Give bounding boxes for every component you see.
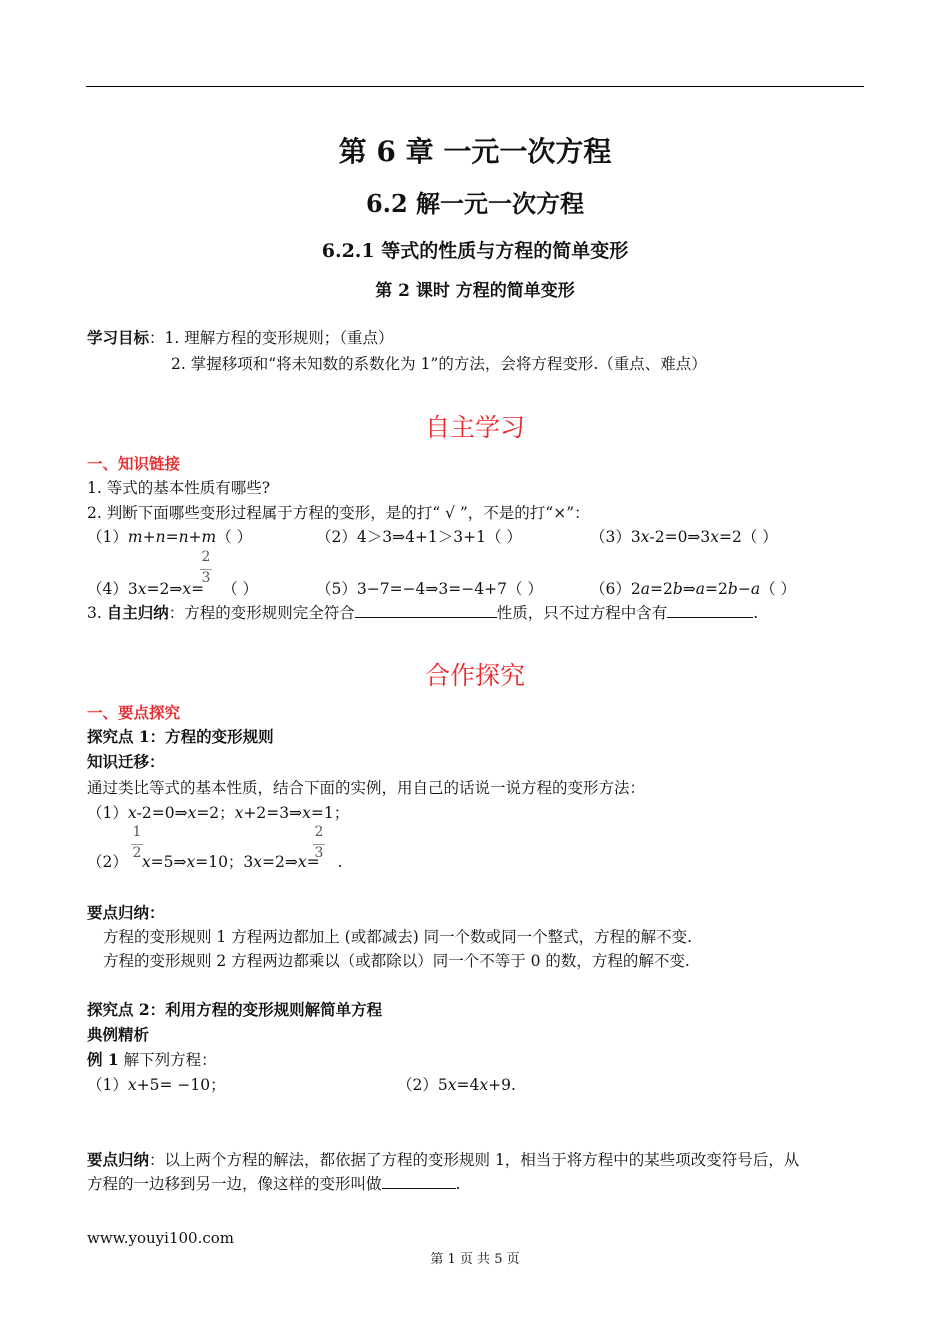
self-summary-label: 自主归纳 [106,603,169,622]
key-points-heading: 一、要点探究 [87,703,181,722]
judge-item-6: （6）2a=2b⇒a=2b−a（ ） [590,580,797,598]
subsection-title: 6.2.1 等式的性质与方程的简单变形 [321,240,629,262]
chapter-title: 第 6 章 一元一次方程 [338,135,612,168]
objectives-line-1: 学习目标：1. 理解方程的变形规则；（重点） [87,328,394,347]
judge-item-4: （4）3x=2⇒x= （ ） [87,580,259,598]
example-analysis-heading: 典例精析 [87,1025,150,1044]
question-2: 2. 判断下面哪些变形过程属于方程的变形，是的打“ √ ”，不是的打“×”： [87,504,590,522]
coop-title: 合作探究 [424,661,525,690]
fill-blank[interactable] [382,1172,456,1189]
objective-2: 2. 掌握移项和“将未知数的系数化为 1”的方法，会将方程变形.（重点、难点） [171,355,707,373]
question-1: 1. 等式的基本性质有哪些? [87,479,271,497]
fraction-denominator: 3 [201,570,211,586]
judge-item-3: （3）3x-2=0⇒3x=2（ ） [590,528,778,546]
fraction-numerator: 2 [201,549,211,565]
equation-2: （2）5x=4x+9. [397,1076,516,1094]
judge-item-1: （1）m+n=n+m（ ） [87,528,253,546]
objectives-label: 学习目标 [87,328,150,347]
objective-1: 1. 理解方程的变形规则；（重点） [164,329,394,347]
summary-2-line-1: 要点归纳：以上两个方程的解法，都依据了方程的变形规则 1，相当于将方程中的某些项改变符号后，从 [87,1150,800,1169]
fraction-denominator: 3 [314,845,324,861]
example-1: （1）x-2=0⇒x=2；x+2=3⇒x=1； [87,804,350,822]
point-1-heading: 探究点 1：方程的变形规则 [87,727,274,746]
section-title: 6.2 解一元一次方程 [365,189,585,218]
fill-blank[interactable] [355,601,497,618]
question-3: 3. 自主归纳：方程的变形规则完全符合 性质，只不过方程中含有 . [87,603,759,622]
self-study-title: 自主学习 [424,413,525,442]
example-1-prompt: 例 1 解下列方程： [87,1050,217,1069]
rule-1: 方程的变形规则 1 方程两边都加上 (或都减去) 同一个数或同一个整式，方程的解不变. [103,928,693,946]
summary-2-line-2: 方程的一边移到另一边，像这样的变形叫做 . [87,1172,460,1194]
fraction-numerator: 1 [132,824,142,840]
fill-blank[interactable] [667,601,753,618]
footer-url: www.youyi100.com [87,1229,234,1247]
judge-item-5: （5）3−7=−4⇒3=−4+7（ ） [316,580,543,598]
judge-item-2: （2）4＞3⇒4+1＞3+1（ ） [316,528,522,546]
page-number: 第 1 页 共 5 页 [430,1252,520,1267]
summary-heading: 要点归纳： [87,903,165,922]
example-2: （2） x=5⇒x=10；3x=2⇒x= . [87,853,343,871]
header-rule [86,86,864,87]
lesson-title: 第 2 课时 方程的简单变形 [375,281,575,301]
rule-2: 方程的变形规则 2 方程两边都乘以（或都除以）同一个不等于 0 的数，方程的解不变. [103,952,690,970]
knowledge-link-heading: 一、知识链接 [87,454,181,473]
fraction-numerator: 2 [314,824,324,840]
transfer-heading: 知识迁移： [87,752,165,771]
point-2-heading: 探究点 2：利用方程的变形规则解简单方程 [87,1000,383,1019]
equation-1: （1）x+5= −10； [87,1076,226,1094]
fraction-denominator: 2 [132,845,142,861]
intro-text: 通过类比等式的基本性质，结合下面的实例，用自己的话说一说方程的变形方法： [87,779,646,797]
